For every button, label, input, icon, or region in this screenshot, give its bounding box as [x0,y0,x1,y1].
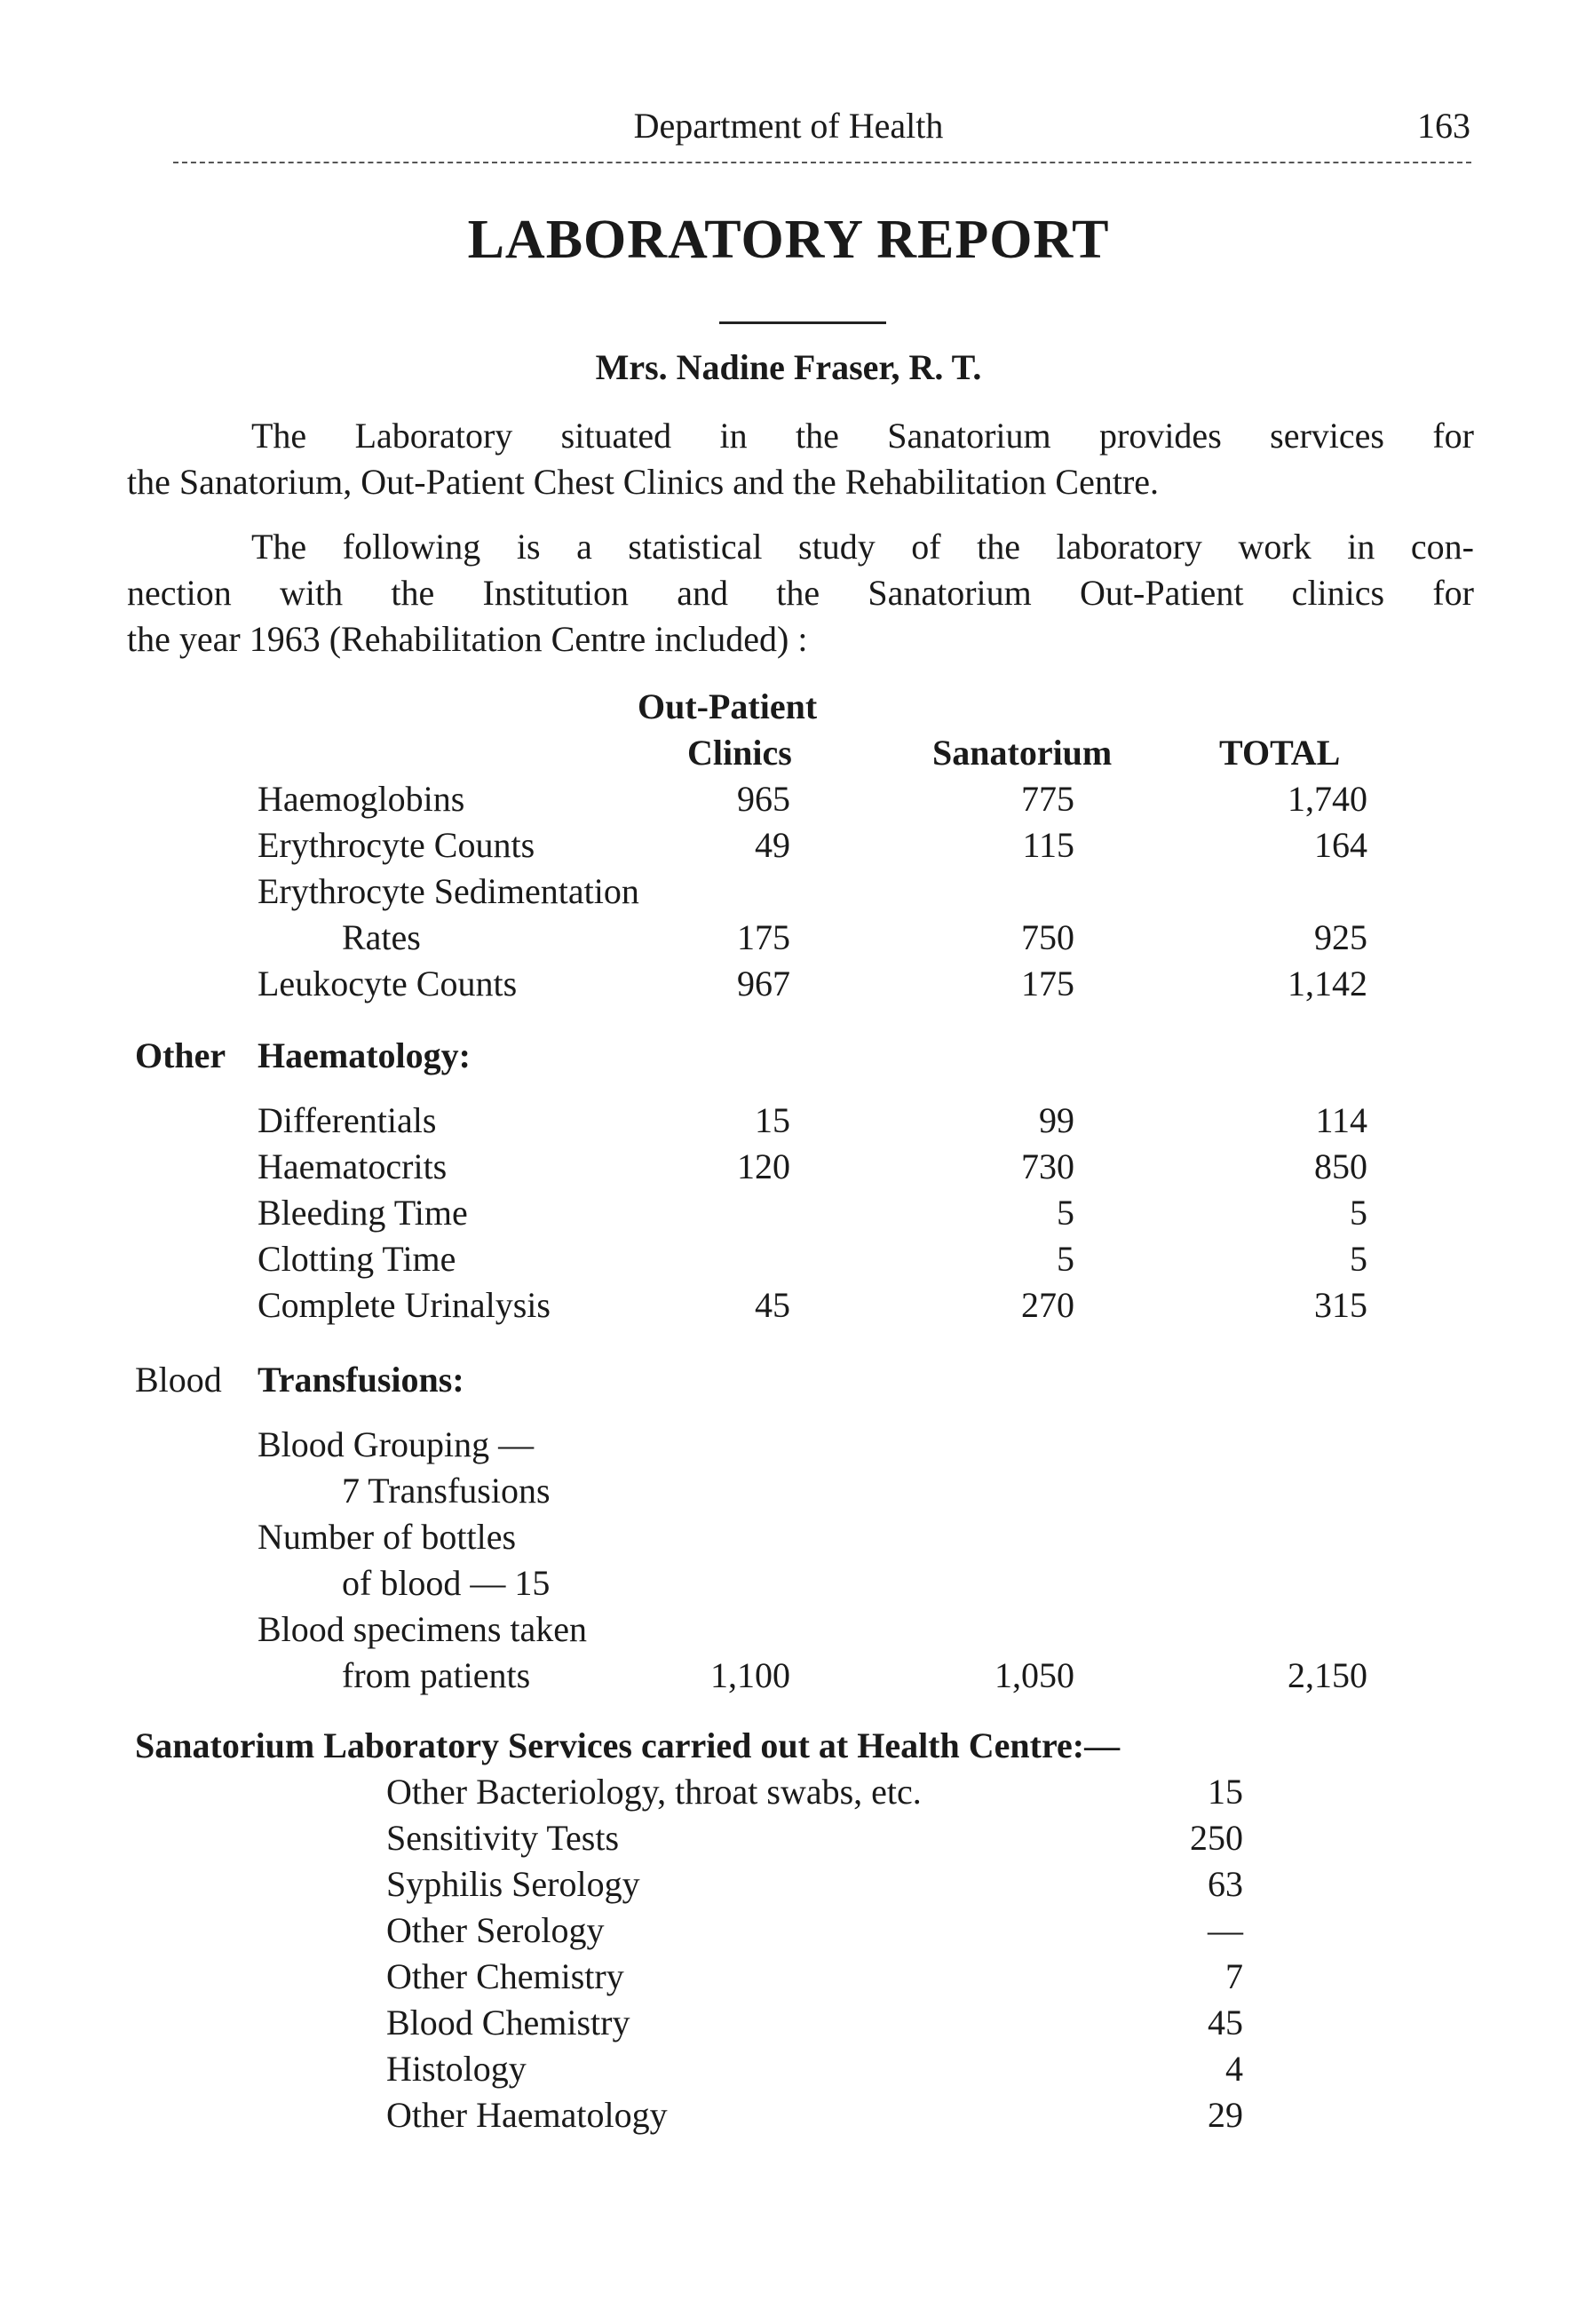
intro-paragraph [127,413,1474,505]
row-label-continued: Rates [342,917,421,957]
cell-outpatient: 49 [755,825,790,865]
service-label: Other Bacteriology, throat swabs, etc. [386,1772,922,1812]
cell-total: 164 [1314,825,1367,865]
service-label: Other Haematology [386,2095,668,2135]
row-label-continued: from patients [342,1655,531,1695]
cell-total: 5 [1350,1239,1367,1279]
header-sanatorium: Sanatorium [932,733,1113,773]
service-label: Blood Chemistry [386,2003,630,2042]
running-title: Department of Health [633,106,944,146]
running-head [0,105,1577,158]
service-value: 7 [1225,1956,1243,1996]
service-value: 15 [1208,1772,1243,1812]
paragraph-line: the year 1963 (Rehabilitation Centre included) : [127,619,808,659]
cell-sanatorium: 775 [1021,779,1074,819]
cell-sanatorium: 750 [1021,917,1074,957]
cell-outpatient: 965 [737,779,790,819]
cell-outpatient: 967 [737,964,790,1003]
cell-total: 114 [1315,1100,1367,1140]
row-label: Bleeding Time [258,1193,468,1233]
paragraph-line: The Laboratory situated in the Sanatorium provides services for [251,416,1474,456]
row-label: Differentials [258,1100,437,1140]
paragraph-line: The following is a statistical study of the laboratory work in con- [251,527,1474,567]
cell-sanatorium: 1,050 [995,1655,1074,1695]
cell-outpatient: 1,100 [710,1655,790,1695]
section-heading: Haematology: [258,1035,471,1075]
service-value: 4 [1225,2049,1243,2089]
cell-total: 2,150 [1288,1655,1367,1695]
health-centre-heading: Sanatorium Laboratory Services carried out at Health Centre:— [135,1725,1121,1765]
report-title: LABORATORY REPORT [467,210,1110,270]
cell-outpatient: 120 [737,1146,790,1186]
cell-total: 315 [1314,1285,1367,1325]
service-value: 63 [1208,1864,1243,1904]
cell-total: 1,142 [1288,964,1367,1003]
row-label: Clotting Time [258,1239,456,1279]
cell-sanatorium: 270 [1021,1285,1074,1325]
service-value: — [1208,1910,1243,1950]
transfusion-line: Blood Grouping — [258,1424,535,1464]
paragraph-line: the Sanatorium, Out-Patient Chest Clinics and the Rehabilitation Centre. [127,462,1160,502]
section-heading: Transfusions: [258,1360,464,1400]
cell-sanatorium: 175 [1021,964,1074,1003]
row-label: Haemoglobins [258,779,465,819]
section-heading-word: Blood [135,1360,222,1400]
row-label: Erythrocyte Counts [258,825,535,865]
row-label: Complete Urinalysis [258,1285,551,1325]
transfusion-line: Blood specimens taken [258,1609,588,1649]
cell-sanatorium: 99 [1039,1100,1074,1140]
cell-sanatorium: 5 [1057,1239,1074,1279]
cell-sanatorium: 5 [1057,1193,1074,1233]
cell-outpatient: 175 [737,917,790,957]
service-value: 45 [1208,2003,1243,2042]
cell-outpatient: 45 [755,1285,790,1325]
service-label: Syphilis Serology [386,1864,640,1904]
paragraph-line: nection with the Institution and the Sanatorium Out-Patient clinics for [127,573,1474,613]
row-label: Leukocyte Counts [258,964,518,1003]
cell-outpatient: 15 [755,1100,790,1140]
header-outpatient-line1: Out-Patient [638,686,818,726]
cell-total: 1,740 [1288,779,1367,819]
header-total: TOTAL [1219,733,1341,773]
row-label: Haematocrits [258,1146,448,1186]
cell-total: 925 [1314,917,1367,957]
study-paragraph [127,524,1474,662]
cell-sanatorium: 730 [1021,1146,1074,1186]
service-value: 29 [1208,2095,1243,2135]
header-divider [173,162,1471,163]
transfusion-line: 7 Transfusions [342,1471,551,1511]
service-value: 250 [1190,1818,1243,1858]
cell-total: 850 [1314,1146,1367,1186]
transfusion-line: Number of bottles [258,1517,517,1557]
service-label: Histology [386,2049,527,2089]
author-line: Mrs. Nadine Fraser, R. T. [595,347,982,387]
service-label: Other Serology [386,1910,605,1950]
title-divider [719,321,886,324]
transfusion-line: of blood — 15 [342,1563,551,1603]
header-outpatient-line2: Clinics [687,733,792,773]
cell-sanatorium: 115 [1022,825,1074,865]
cell-total: 5 [1350,1193,1367,1233]
service-label: Other Chemistry [386,1956,624,1996]
row-label: Erythrocyte Sedimentation [258,871,639,911]
service-label: Sensitivity Tests [386,1818,620,1858]
page-number: 163 [1417,106,1470,146]
section-heading-word: Other [135,1035,226,1075]
